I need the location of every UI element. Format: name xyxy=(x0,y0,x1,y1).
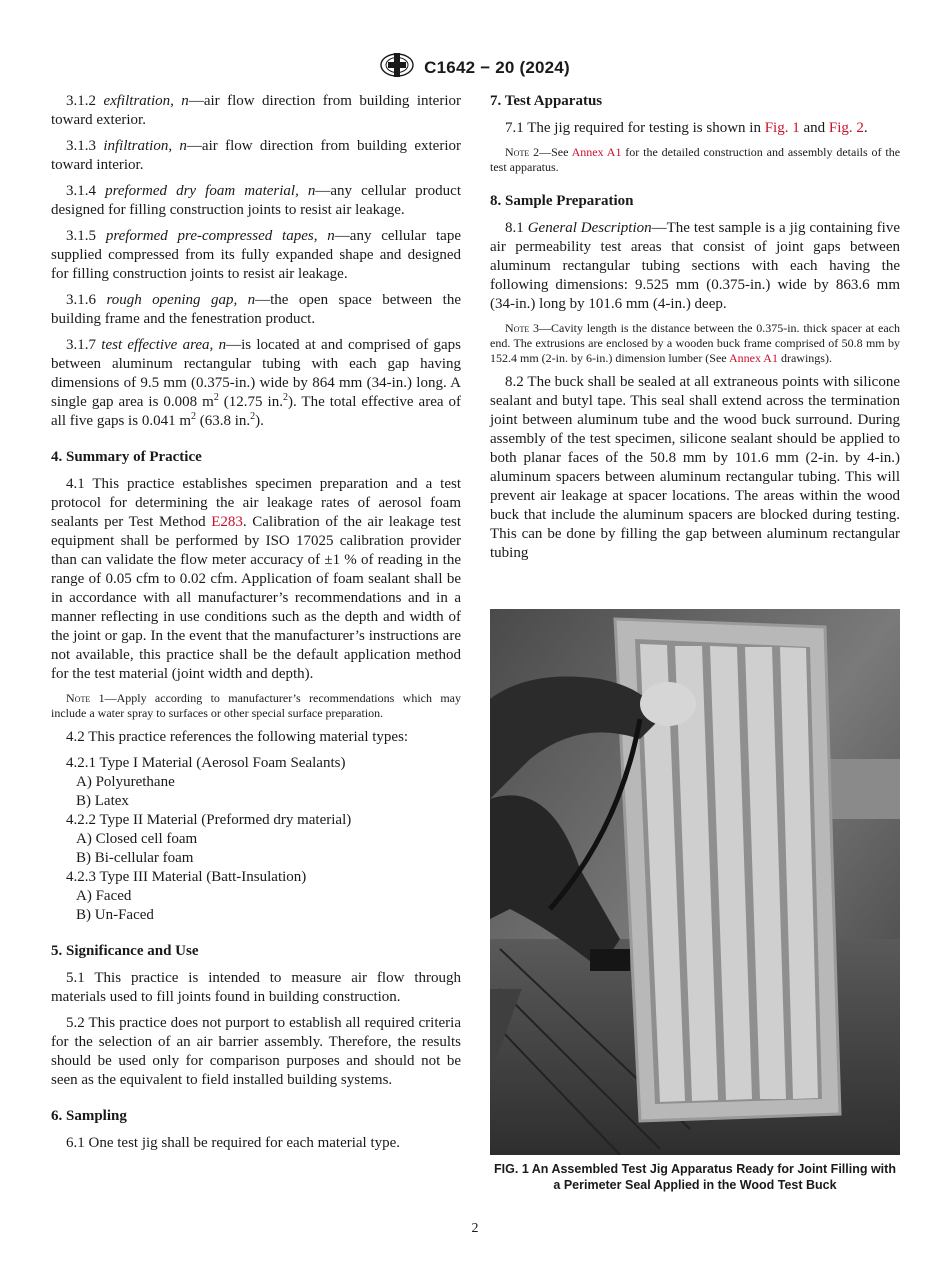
figure-1-photo xyxy=(490,609,900,1155)
list-item: B) Un-Faced xyxy=(76,907,154,923)
definition-3-1-5: 3.1.5 preformed pre-compressed tapes, n—any cellular tape supplied compressed from its fully expanded shape and designed for filling construction joints to resist air leakage. xyxy=(51,228,462,282)
annex-a1-link[interactable]: Annex A1 xyxy=(571,145,622,159)
note-2: Note 2—See Annex A1 for the detailed construction and assembly details of the test apparatus. xyxy=(490,145,901,174)
paragraph-8-1: 8.1 General Description—The test sample is a jig containing five air permeability test areas that consist of joint gaps between aluminum rectangular tubing sections with each having the following dimensions: 9.525 mm (0.375-in.) wide by 863.6 mm (34-in.) long by 101.6 mm (4-in.) deep. xyxy=(490,220,900,312)
paragraph-4-2: 4.2 This practice references the following material types: xyxy=(66,729,409,745)
list-item: 4.2.3 Type III Material (Batt-Insulation) xyxy=(66,869,307,885)
fig-2-link[interactable]: Fig. 2 xyxy=(828,120,864,136)
list-item: B) Bi-cellular foam xyxy=(76,850,194,866)
figure-1-caption: FIG. 1 An Assembled Test Jig Apparatus Ready for Joint Filling with a Perimeter Seal Applied in the Wood Test Buck xyxy=(494,1162,896,1192)
note-1: Note 1—Apply according to manufacturer’s recommendations which may include a water spray to surfaces or other special surface preparation. xyxy=(51,691,461,720)
paragraph-7-1: 7.1 The jig required for testing is shown in Fig. 1 and Fig. 2. xyxy=(505,120,868,136)
page-number: 2 xyxy=(471,1221,479,1236)
section-heading-6: 6. Sampling xyxy=(51,1108,127,1124)
material-types-list xyxy=(51,754,461,925)
definition-3-1-6: 3.1.6 rough opening gap, n—the open space between the building frame and the fenestration product. xyxy=(51,292,462,327)
right-column xyxy=(490,92,900,570)
section-heading-7: 7. Test Apparatus xyxy=(490,93,603,109)
e283-link[interactable]: E283 xyxy=(211,514,243,530)
annex-a1-link[interactable]: Annex A1 xyxy=(728,351,778,365)
section-heading-4: 4. Summary of Practice xyxy=(51,449,202,465)
definition-3-1-7: 3.1.7 test effective area, n—is located at and comprised of gaps between aluminum rectangular tubing with each gap having dimensions of 9.5 mm (0.375-in.) wide by 864 mm (34-in.) long. A single gap area is 0.008 $m^2$ (12.75 in.$^2$). The total effective area of all five gaps is 0.041 $m^2$ (63.8 in.$^2$). xyxy=(51,337,462,429)
note-3: Note 3—Cavity length is the distance between the 0.375-in. thick spacer at each end. The extrusions are enclosed by a wooden buck frame comprised of 50.8 mm by 152.4 mm (2-in. by 6-in.) dimension lumber (See Annex A1 drawings). xyxy=(490,321,900,365)
document-designation: C1642 − 20 (2024) xyxy=(424,57,570,77)
list-item: A) Faced xyxy=(76,888,132,904)
paragraph-6-1: 6.1 One test jig shall be required for each material type. xyxy=(66,1135,401,1151)
astm-logo-icon xyxy=(380,52,414,83)
paragraph-4-1: 4.1 This practice establishes specimen preparation and a test protocol for determining the air leakage rates of aerosol foam sealants per Test Method E283. Calibration of the air leakage test equipment shall be performed by ISO 17025 calibration provider than can validate the flow meter accuracy of ±1 % of reading in the range of 0.05 cfm to 0.02 cfm. Application of foam sealant shall be in accordance with all manufacturer’s recommendations and in a manner reflecting in use conditions such as the depth and width of the joint or gap. In the event that the manufacturer’s instructions are not available, this practice shall be the default application method for the test material (joint width and depth). xyxy=(51,476,461,682)
page-header xyxy=(0,52,950,83)
list-item: 4.2.1 Type I Material (Aerosol Foam Sealants) xyxy=(66,755,346,771)
fig-1-link[interactable]: Fig. 1 xyxy=(764,120,800,136)
left-column xyxy=(51,92,461,1160)
section-heading-5: 5. Significance and Use xyxy=(51,943,199,959)
list-item: A) Polyurethane xyxy=(76,774,175,790)
definition-3-1-2: 3.1.2 exfiltration, n—air flow direction from building interior toward exterior. xyxy=(51,93,461,128)
section-heading-8: 8. Sample Preparation xyxy=(490,193,634,209)
paragraph-5-1: 5.1 This practice is intended to measure air flow through materials used to fill joints found in building construction. xyxy=(51,970,461,1005)
definition-3-1-4: 3.1.4 preformed dry foam material, n—any cellular product designed for filling construction joints to resist air leakage. xyxy=(51,183,461,218)
list-item: B) Latex xyxy=(76,793,129,809)
list-item: 4.2.2 Type II Material (Preformed dry material) xyxy=(66,812,352,828)
paragraph-8-2: 8.2 The buck shall be sealed at all extraneous points with silicone sealant and butyl tape. This seal shall extend across the termination joint between aluminum tube and the wood buck surround. During assembly of the test specimen, silicone sealant should be applied to both planar faces of the 50.8 mm by 101.6 mm (2-in. by 4-in.) aluminum spacers between aluminum rectangular tubing. This will prevent air leakage at spacer locations. The areas within the wood buck that include the aluminum spacers are blocked during testing. This can be done by filling the gap between aluminum rectangular tubing xyxy=(490,374,900,561)
definition-3-1-3: 3.1.3 infiltration, n—air flow direction from building exterior toward interior. xyxy=(51,138,461,173)
list-item: A) Closed cell foam xyxy=(76,831,198,847)
paragraph-5-2: 5.2 This practice does not purport to establish all required criteria for the selection of an air barrier assembly. Therefore, the results should be used only for comparison purposes and should not be seen as the equivalent to field installed building systems. xyxy=(51,1015,461,1088)
